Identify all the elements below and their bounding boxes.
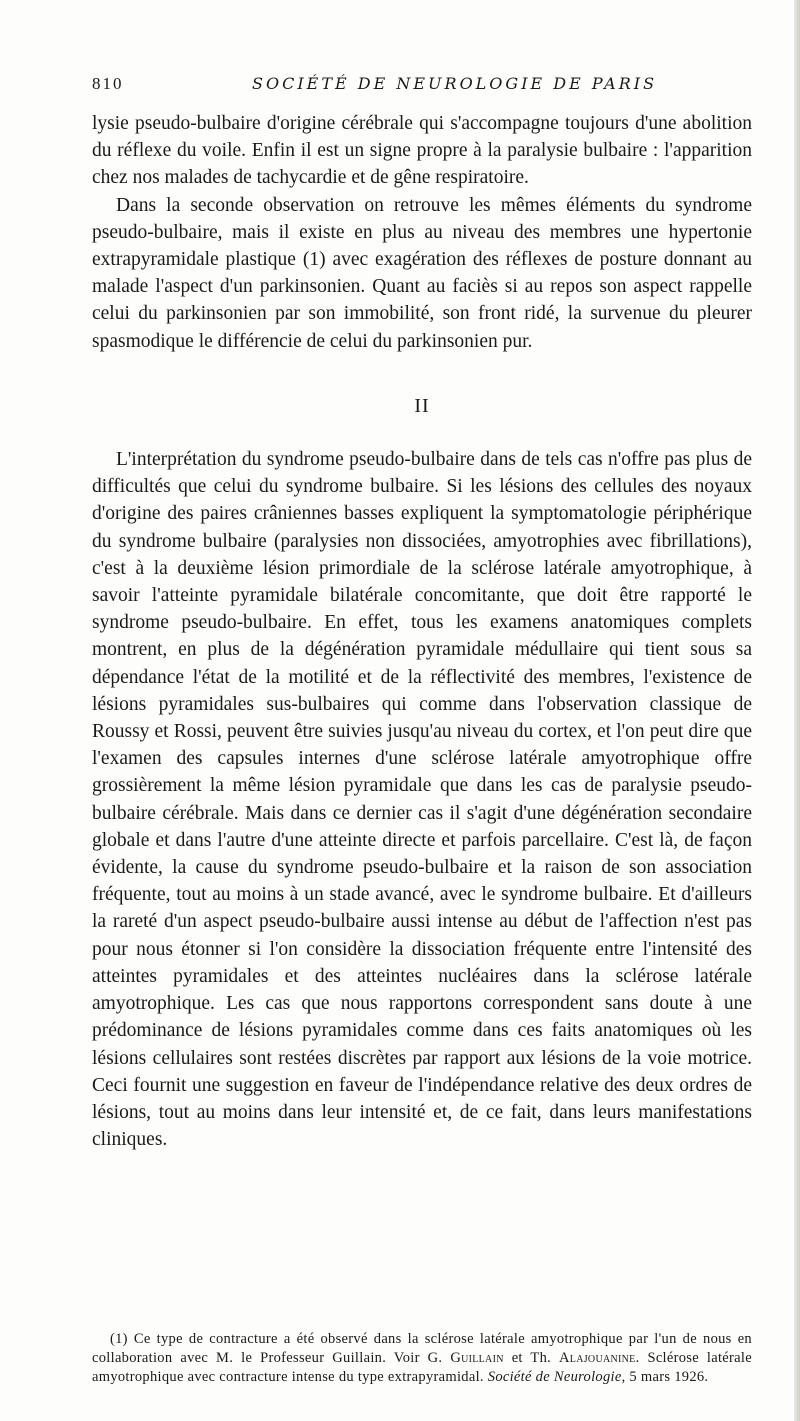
page-edge-shadow <box>794 0 800 1421</box>
footnote-conj: et Th. <box>511 1350 552 1366</box>
footnote-text-a: Ce type de contracture a été observé dans la sclérose latérale amyotrophique par l'un de nous en collaboration avec M. le Professeur Guillain. Voir G. <box>92 1331 752 1366</box>
footnote <box>92 1330 752 1387</box>
footnote-text <box>92 1330 752 1387</box>
paragraph-3: L'interprétation du syndrome pseudo-bulbaire dans de tels cas n'offre pas plus de difficultés que celui du syndrome bulbaire. Si les lésions des cellules des noyaux d'origine des paires crâniennes basses expliquent la symptomatologie périphérique du syndrome bulbaire (paralysies non dissociées, amyotrophies avec fibrillations), c'est à la deuxième lésion primordiale de la sclérose latérale amyotrophique, à savoir l'atteinte pyramidale bilatérale concomitante, que doit être rapporté le syndrome pseudo-bulbaire. En effet, tous les examens anatomiques complets montrent, en plus de la dégénération pyramidale médullaire qui tient sous sa dépendance l'état de la motilité et de la réflectivité des membres, l'existence de lésions pyramidales sus-bulbaires qui comme dans l'observation classique de Roussy et Rossi, peuvent être suivies jusqu'au niveau du cortex, et l'on peut dire que l'examen des capsules internes d'une sclérose latérale amyotrophique offre grossièrement la même lésion pyramidale que dans les cas de paralysie pseudo-bulbaire cérébrale. Mais dans ce dernier cas il s'agit d'une dégénération secondaire globale et dans l'autre d'une atteinte directe et parfois parcellaire. C'est là, de façon évidente, la cause du syndrome pseudo-bulbaire et la raison de son association fréquente, tout au moins à un stade avancé, avec le syndrome bulbaire. Et d'ailleurs la rareté d'un aspect pseudo-bulbaire aussi intense au début de l'affection n'est pas pour nous étonner si l'on considère la dissociation fréquente entre l'intensité des atteintes pyramidales et des atteintes nucléaires dans la sclérose latérale amyotrophique. Les cas que nous rapportons correspondent sans doute à une prédominance de lésions pyramidales comme dans ces faits anatomiques où les lésions cellulaires sont restées discrètes par rapport aux lésions de la voie motrice. Ceci fournit une suggestion en faveur de l'indépendance relative des deux ordres de lésions, tout au moins dans leur intensité et, de ce fait, dans leurs manifestations cliniques. <box>92 449 752 1151</box>
running-title: SOCIÉTÉ DE NEUROLOGIE DE PARIS <box>252 74 658 93</box>
footnote-author-1: Guillain <box>450 1350 504 1366</box>
section-number: II <box>414 394 430 417</box>
footnote-date: , 5 mars 1926. <box>621 1369 709 1385</box>
footnote-author-2: Alajouanine <box>559 1350 636 1366</box>
footnote-journal: Société de Neurologie <box>487 1369 622 1385</box>
page-number: 810 <box>92 74 124 93</box>
footnote-text-b: . Sclérose latérale amyotrophique avec contracture intense du type extrapyramidal. <box>92 1350 752 1385</box>
paragraph-2: Dans la seconde observation on retrouve les mêmes éléments du syndrome pseudo-bulbaire, mais il existe en plus au niveau des membres une hypertonie extrapyramidale plastique (1) avec exagération des réflexes de posture donnant au malade l'aspect d'un parkinsonien. Quant au faciès si au repos son aspect rappelle celui du parkinsonien par son immobilité, son front ridé, la survenue du pleurer spasmodique le différencie de celui du parkinsonien pur. <box>92 194 752 352</box>
footnote-marker: (1) <box>110 1331 128 1347</box>
body-text <box>92 110 752 1153</box>
paragraph-1: lysie pseudo-bulbaire d'origine cérébrale qui s'accompagne toujours d'une abolition du réflexe du voile. Enfin il est un signe propre à la paralysie bulbaire : l'apparition chez nos malades de tachycardie et de gêne respiratoire. <box>92 113 752 189</box>
page-header <box>92 74 732 100</box>
